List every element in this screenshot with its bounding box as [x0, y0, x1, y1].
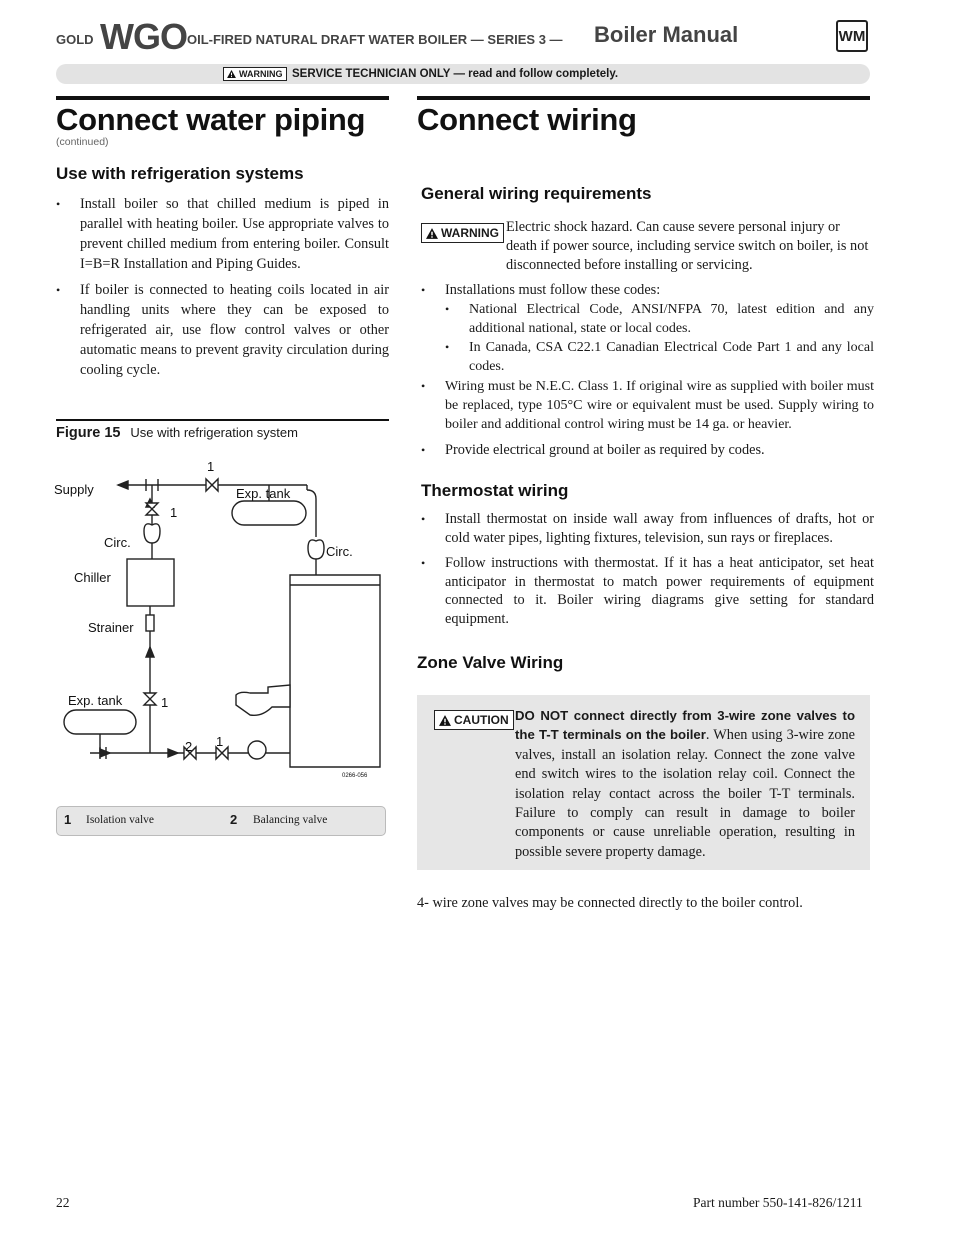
section-rule-left: [56, 96, 389, 100]
legend-text-1: Isolation valve: [86, 814, 155, 826]
page-header: [56, 18, 870, 58]
legend-num-1: 1: [64, 812, 72, 827]
header-series: OIL-FIRED NATURAL DRAFT WATER BOILER — SERIES 3 —: [187, 32, 563, 47]
section-rule-right: [417, 96, 870, 100]
warning-icon: [227, 70, 236, 78]
label-valve-1: 1: [170, 505, 178, 520]
refrigeration-bullets: [56, 194, 389, 386]
boiler-jacket: [290, 575, 380, 767]
refrigeration-piping-diagram: [50, 455, 390, 790]
thermostat-bullets: [421, 510, 874, 635]
label-chiller: Chiller: [74, 570, 111, 585]
isolation-valve: [144, 693, 156, 705]
caution-text: [515, 707, 855, 862]
caution-icon: [439, 715, 451, 726]
label-strainer: Strainer: [88, 620, 134, 635]
warning-badge: [223, 67, 287, 81]
label-valve-2: 2: [185, 739, 193, 754]
warning-icon: [426, 228, 438, 239]
warning-badge-label: WARNING: [441, 226, 499, 240]
brand-logo: WM: [836, 20, 868, 52]
burner-sketch: [236, 685, 290, 715]
chiller-unit: [127, 559, 174, 606]
exp-tank-top: [232, 501, 306, 525]
list-item: • Install boiler so that chilled medium is piped in parallel with heating boiler. Use appropriate valves to prevent chilled medium from entering boiler. Consult I=B=R Installation and Piping Guides.: [56, 194, 389, 274]
header-manual: Boiler Manual: [594, 22, 739, 47]
general-wiring-heading: General wiring requirements: [421, 184, 652, 203]
list-item: • Provide electrical ground at boiler as required by codes.: [421, 440, 874, 460]
label-circ-right: Circ.: [326, 544, 353, 559]
label-exp-tank-bottom: Exp. tank: [68, 693, 123, 708]
warning-badge: [421, 223, 504, 243]
legend-text-2: Balancing valve: [253, 814, 328, 826]
caution-bold: DO NOT connect directly from 3-wire zone valves to the T-T terminals on the boiler: [515, 708, 855, 743]
figure-caption: [56, 424, 298, 441]
notice-text: SERVICE TECHNICIAN ONLY — read and follow completely.: [292, 68, 619, 80]
list-item: • Install thermostat on inside wall away from influences of drafts, hot or cold water pipes, lighting fixtures, television, sun rays or fireplaces.: [421, 510, 874, 548]
label-valve-1: 1: [207, 459, 215, 474]
label-circ-left: Circ.: [104, 535, 131, 550]
figure-code: 0266-056: [342, 773, 368, 779]
strainer: [146, 615, 154, 631]
label-valve-1: 1: [216, 734, 224, 749]
right-title: Connect wiring: [417, 102, 637, 137]
refrigeration-heading: Use with refrigeration systems: [56, 164, 304, 183]
header-wgo: WGO: [100, 16, 187, 57]
part-number: Part number 550-141-826/1211: [693, 1195, 863, 1210]
figure-title: Use with refrigeration system: [130, 425, 298, 440]
caution-badge: [434, 710, 514, 730]
label-exp-tank-top: Exp. tank: [236, 486, 291, 501]
caution-badge-label: CAUTION: [454, 713, 509, 727]
isolation-valve: [146, 503, 158, 515]
service-notice-bar: [56, 64, 870, 84]
figure-rule: [56, 419, 389, 421]
list-item: • If boiler is connected to heating coils located in air handling units where they can be exposed to refrigerated air, use flow control valves or other automatic means to prevent gravity circulation during cooling cycle.: [56, 280, 389, 380]
thermostat-heading: Thermostat wiring: [421, 481, 569, 500]
exp-tank-bottom: [64, 710, 136, 734]
label-supply: Supply: [54, 482, 94, 497]
caution-box: [417, 695, 870, 870]
zone-valve-heading: Zone Valve Wiring: [417, 653, 564, 672]
installations-text: Installations must follow these codes:: [445, 282, 661, 298]
warning-badge-label: WARNING: [239, 69, 283, 79]
circulator-right: [308, 540, 324, 559]
page-number: 22: [56, 1195, 70, 1210]
shock-hazard-warning: Electric shock hazard. Can cause severe personal injury or death if power source, including service switch on boiler, is not disconnected before installing or servicing.: [506, 219, 869, 273]
continued-label: (continued): [56, 136, 109, 148]
list-item: • Wiring must be N.E.C. Class 1. If original wire as supplied with boiler must be replaced, type 105°C wire or equivalent must be used. Supply wiring to boiler and additional control wiring must be 14 ga. or heavier.: [421, 377, 874, 434]
list-item: [421, 280, 874, 376]
label-valve-1: 1: [161, 695, 169, 710]
wiring-requirements-list: [421, 280, 874, 466]
circulator-left: [144, 524, 160, 543]
legend-num-2: 2: [230, 812, 238, 827]
figure-legend: [56, 806, 386, 836]
codes-sublist: [445, 300, 874, 376]
left-title: Connect water piping: [56, 102, 366, 137]
list-item: • Follow instructions with thermostat. If it has a heat anticipator, set heat anticipator in thermostat to match power requirements of equipment connected to it. Boiler wiring diagrams give setting for standard equipment.: [421, 554, 874, 629]
header-gold: GOLD: [56, 32, 94, 47]
list-item: • In Canada, CSA C22.1 Canadian Electrical Code Part 1 and any local codes.: [445, 338, 874, 376]
supply-arrow: [118, 481, 128, 489]
four-wire-note: 4- wire zone valves may be connected directly to the boiler control.: [417, 895, 803, 911]
caution-body: . When using 3-wire zone valves, install an isolation relay. Connect the zone valve end switch wires to the isolation relay coil. Connect the isolation relay contact across the boiler T-T terminals. Failure to comply can result in damage to boiler components or cause unreliable operation, resulting in possible severe property damage.: [515, 727, 855, 860]
figure-label: Figure 15: [56, 425, 121, 441]
list-item: • National Electrical Code, ANSI/NFPA 70, latest edition and any additional national, state or local codes.: [445, 300, 874, 338]
isolation-valve: [206, 479, 218, 491]
